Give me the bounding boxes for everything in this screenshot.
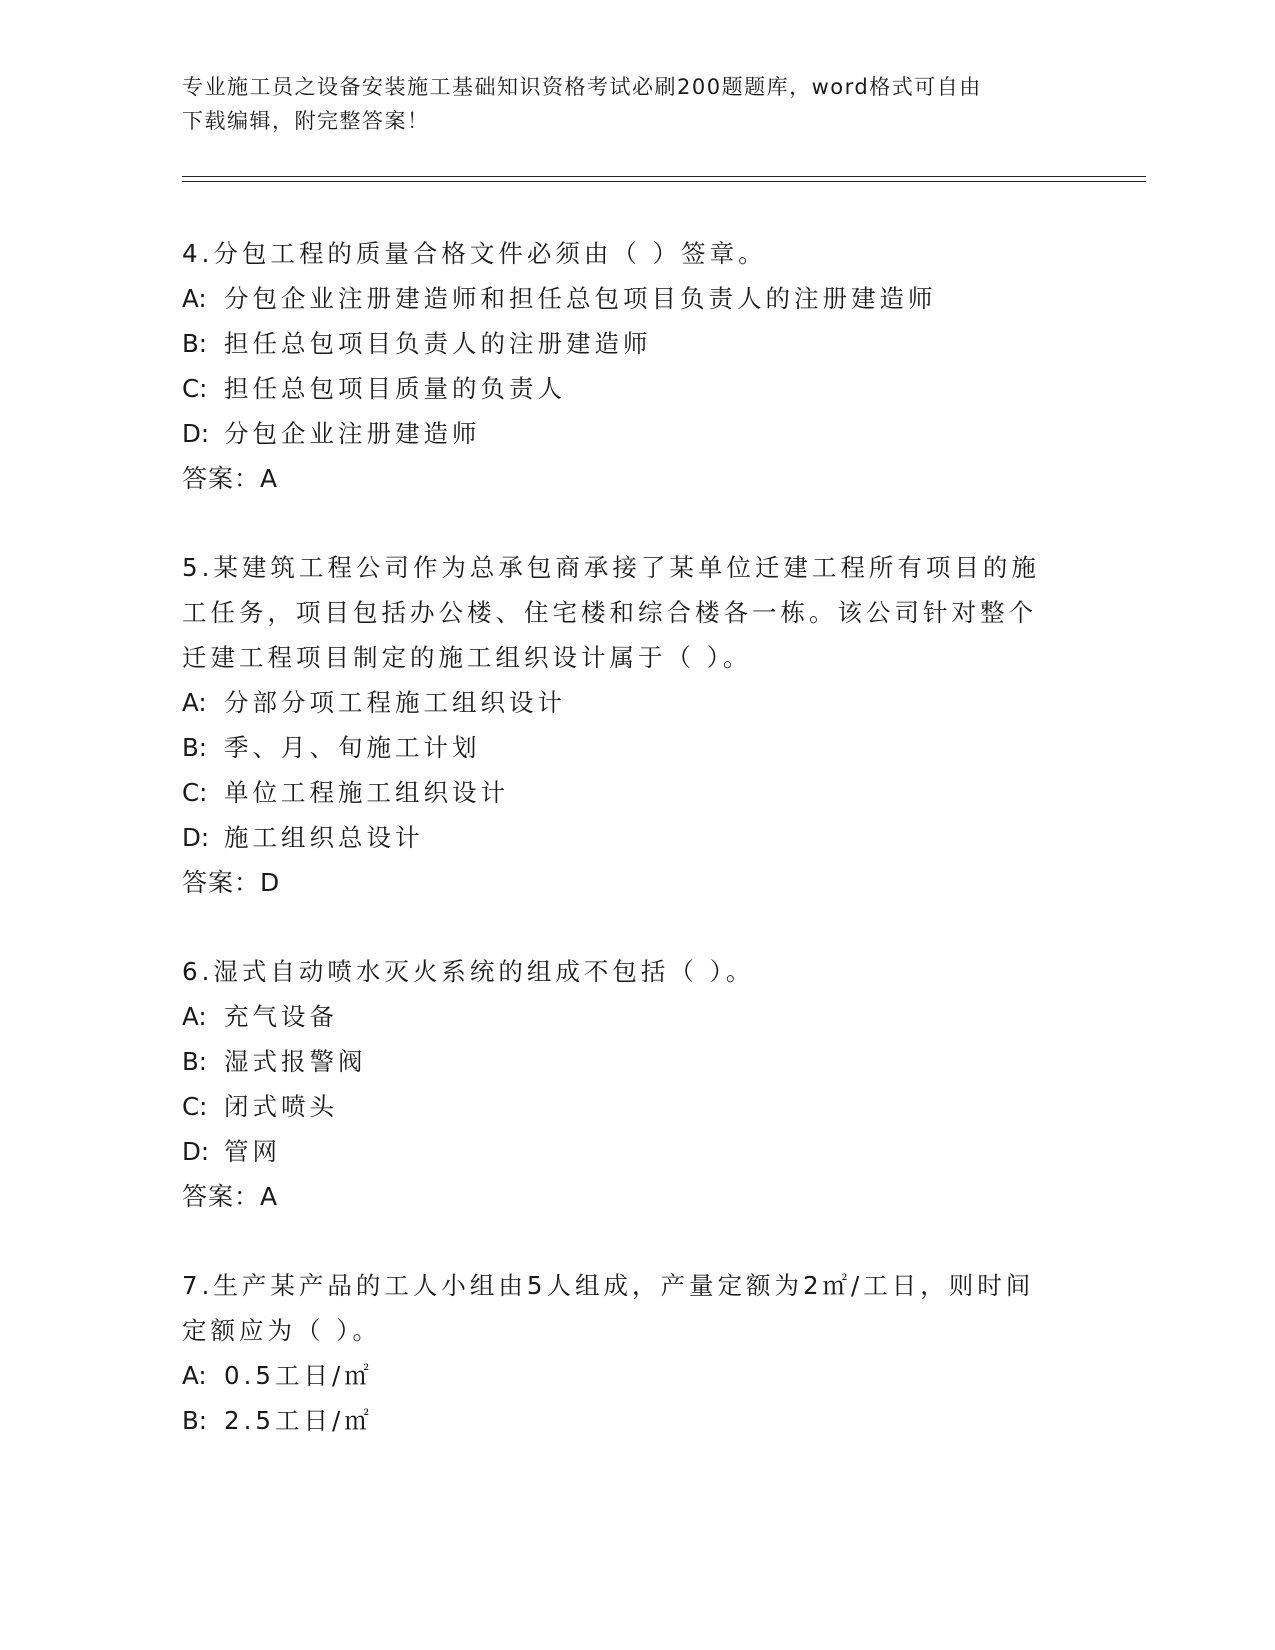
question-stem <box>182 949 1062 994</box>
header-divider-top <box>182 176 1146 177</box>
option-letter: C: <box>182 778 208 807</box>
option-c <box>182 366 1062 411</box>
answer-line: 答案：A <box>182 1182 279 1211</box>
option-a <box>182 680 1062 725</box>
option-text: 担任总包项目质量的负责人 <box>224 374 566 403</box>
option-d <box>182 815 1062 860</box>
option-text: 管网 <box>224 1137 281 1166</box>
question-list <box>182 231 1062 1487</box>
option-letter: D: <box>182 823 210 852</box>
option-b <box>182 321 1062 366</box>
option-letter: C: <box>182 374 208 403</box>
question-6 <box>182 949 1062 1219</box>
option-a <box>182 994 1062 1039</box>
header-divider-bottom <box>182 181 1146 182</box>
stem-line: 6.湿式自动喷水灭火系统的组成不包括（ ）。 <box>182 957 755 986</box>
option-text: 分包企业注册建造师 <box>224 419 481 448</box>
option-letter: B: <box>182 329 208 358</box>
option-a <box>182 276 1062 321</box>
option-c <box>182 1084 1062 1129</box>
option-text: 湿式报警阀 <box>224 1047 367 1076</box>
option-letter: A: <box>182 284 207 313</box>
option-text: 担任总包项目负责人的注册建造师 <box>224 329 652 358</box>
header-title-line-1: 专业施工员之设备安装施工基础知识资格考试必刷200题题库，word格式可自由 <box>182 75 982 99</box>
option-letter: A: <box>182 1002 207 1031</box>
option-d <box>182 1129 1062 1174</box>
question-stem <box>182 1263 1062 1353</box>
option-letter: A: <box>182 1361 207 1390</box>
option-b <box>182 1398 1062 1443</box>
option-text: 闭式喷头 <box>224 1092 338 1121</box>
option-b <box>182 1039 1062 1084</box>
option-letter: D: <box>182 1137 210 1166</box>
option-letter: A: <box>182 688 207 717</box>
stem-line: 4.分包工程的质量合格文件必须由（ ）签章。 <box>182 239 767 268</box>
option-text: 2.5工日/㎡ <box>224 1406 373 1435</box>
option-text: 充气设备 <box>224 1002 338 1031</box>
question-7 <box>182 1263 1062 1443</box>
question-5 <box>182 545 1062 905</box>
option-letter: B: <box>182 1406 208 1435</box>
stem-line: 5.某建筑工程公司作为总承包商承接了某单位迁建工程所有项目的施 <box>182 553 1040 582</box>
document-header <box>182 70 1062 138</box>
stem-line: 7.生产某产品的工人小组由5人组成，产量定额为2㎡/工日，则时间 <box>182 1271 1035 1300</box>
option-text: 分包企业注册建造师和担任总包项目负责人的注册建造师 <box>224 284 937 313</box>
option-text: 0.5工日/㎡ <box>224 1361 373 1390</box>
stem-line: 定额应为（ ）。 <box>182 1316 382 1345</box>
answer-line: 答案：A <box>182 464 279 493</box>
option-text: 施工组织总设计 <box>224 823 424 852</box>
answer-line: 答案：D <box>182 868 281 897</box>
question-stem <box>182 231 1062 276</box>
option-a <box>182 1353 1062 1398</box>
option-b <box>182 725 1062 770</box>
option-letter: B: <box>182 1047 208 1076</box>
option-text: 分部分项工程施工组织设计 <box>224 688 566 717</box>
question-stem <box>182 545 1062 680</box>
option-text: 单位工程施工组织设计 <box>224 778 509 807</box>
option-letter: B: <box>182 733 208 762</box>
stem-line: 迁建工程项目制定的施工组织设计属于（ ）。 <box>182 643 752 672</box>
option-text: 季、月、旬施工计划 <box>224 733 481 762</box>
stem-line: 工任务，项目包括办公楼、住宅楼和综合楼各一栋。该公司针对整个 <box>182 598 1037 627</box>
option-d <box>182 411 1062 456</box>
option-c <box>182 770 1062 815</box>
header-title-line-2: 下载编辑，附完整答案！ <box>182 109 430 133</box>
option-letter: C: <box>182 1092 208 1121</box>
option-letter: D: <box>182 419 210 448</box>
question-4 <box>182 231 1062 501</box>
